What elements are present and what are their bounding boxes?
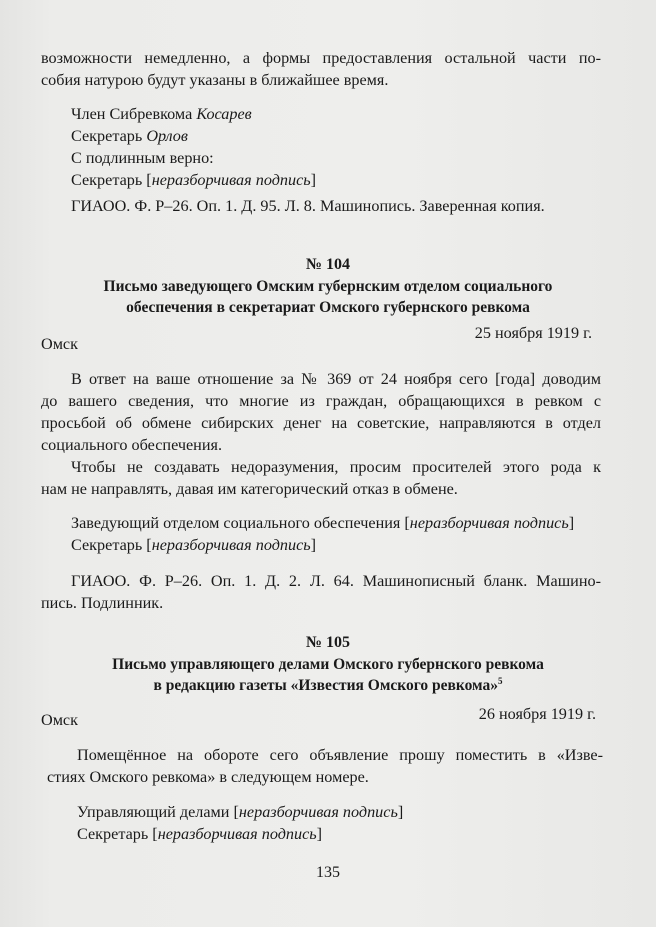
page-number: 135	[316, 864, 340, 881]
doc105-place: Омск	[41, 711, 78, 729]
doc104-number: № 104	[305, 256, 351, 273]
doc103-text-line2: собия натурою будут указаны в ближайшее время.	[41, 71, 389, 89]
doc104-body-line4: социального обеспечения.	[41, 436, 223, 454]
doc104-signature-2: Секретарь [неразборчивая подпись]	[71, 536, 317, 554]
doc103-archive-reference: ГИАОО. Ф. Р–26. Оп. 1. Д. 95. Л. 8. Машинопись. Заверенная копия.	[71, 197, 545, 215]
doc103-signature-3: Секретарь [неразборчивая подпись]	[71, 171, 317, 189]
doc104-signature-1: Заведующий отделом социального обеспечения [неразборчивая подпись]	[71, 514, 575, 532]
doc105-date: 26 ноября 1919 г.	[478, 705, 596, 723]
doc104-archive-line2: пись. Подлинник.	[41, 594, 164, 612]
footnote-marker: 5	[498, 675, 503, 686]
doc105-title-line2: в редакцию газеты «Известия Омского ревкома»$^5$	[153, 675, 503, 694]
doc103-signature-2: Секретарь Орлов	[71, 127, 188, 145]
doc105-title-line1: Письмо управляющего делами Омского губернского ревкома	[112, 656, 544, 673]
doc104-body-line2: до вашего сведения, что многие из граждан, обращающихся в ревком с	[41, 392, 601, 410]
doc105-body-line2: стиях Омского ревкома» в следующем номере.	[47, 768, 369, 786]
doc103-text-line1: возможности немедленно, а формы предоставления остальной части по-	[41, 49, 601, 67]
doc104-title-line1: Письмо заведующего Омским губернским отделом социального	[103, 278, 553, 295]
doc105-body-line1: Помещённое на обороте сего объявление прошу поместить в «Изве-	[77, 746, 603, 764]
doc105-signature-1: Управляющий делами [неразборчивая подпись]	[77, 803, 404, 821]
doc105-number: № 105	[305, 634, 351, 651]
doc104-body-line3: просьбой об обмене сибирских денег на советские, направляются в отдел	[41, 414, 601, 432]
doc104-date: 25 ноября 1919 г.	[474, 324, 592, 342]
doc103-certified: С подлинным верно:	[71, 149, 214, 167]
doc104-body-line1: В ответ на ваше отношение за № 369 от 24 ноября сего [года] доводим	[71, 370, 601, 388]
doc104-place: Омск	[41, 335, 78, 353]
doc104-body-line5: Чтобы не создавать недоразумения, просим просителей этого рода к	[71, 458, 601, 476]
doc104-archive-line1: ГИАОО. Ф. Р–26. Оп. 1. Д. 2. Л. 64. Машинописный бланк. Машино-	[71, 572, 601, 590]
doc104-body-line6: нам не направлять, давая им категорический отказ в обмене.	[41, 480, 458, 498]
doc103-signature-1: Член Сибревкома Косарев	[71, 105, 252, 123]
doc105-signature-2: Секретарь [неразборчивая подпись]	[77, 825, 323, 843]
doc104-title-line2: обеспечения в секретариат Омского губернского ревкома	[126, 299, 530, 316]
